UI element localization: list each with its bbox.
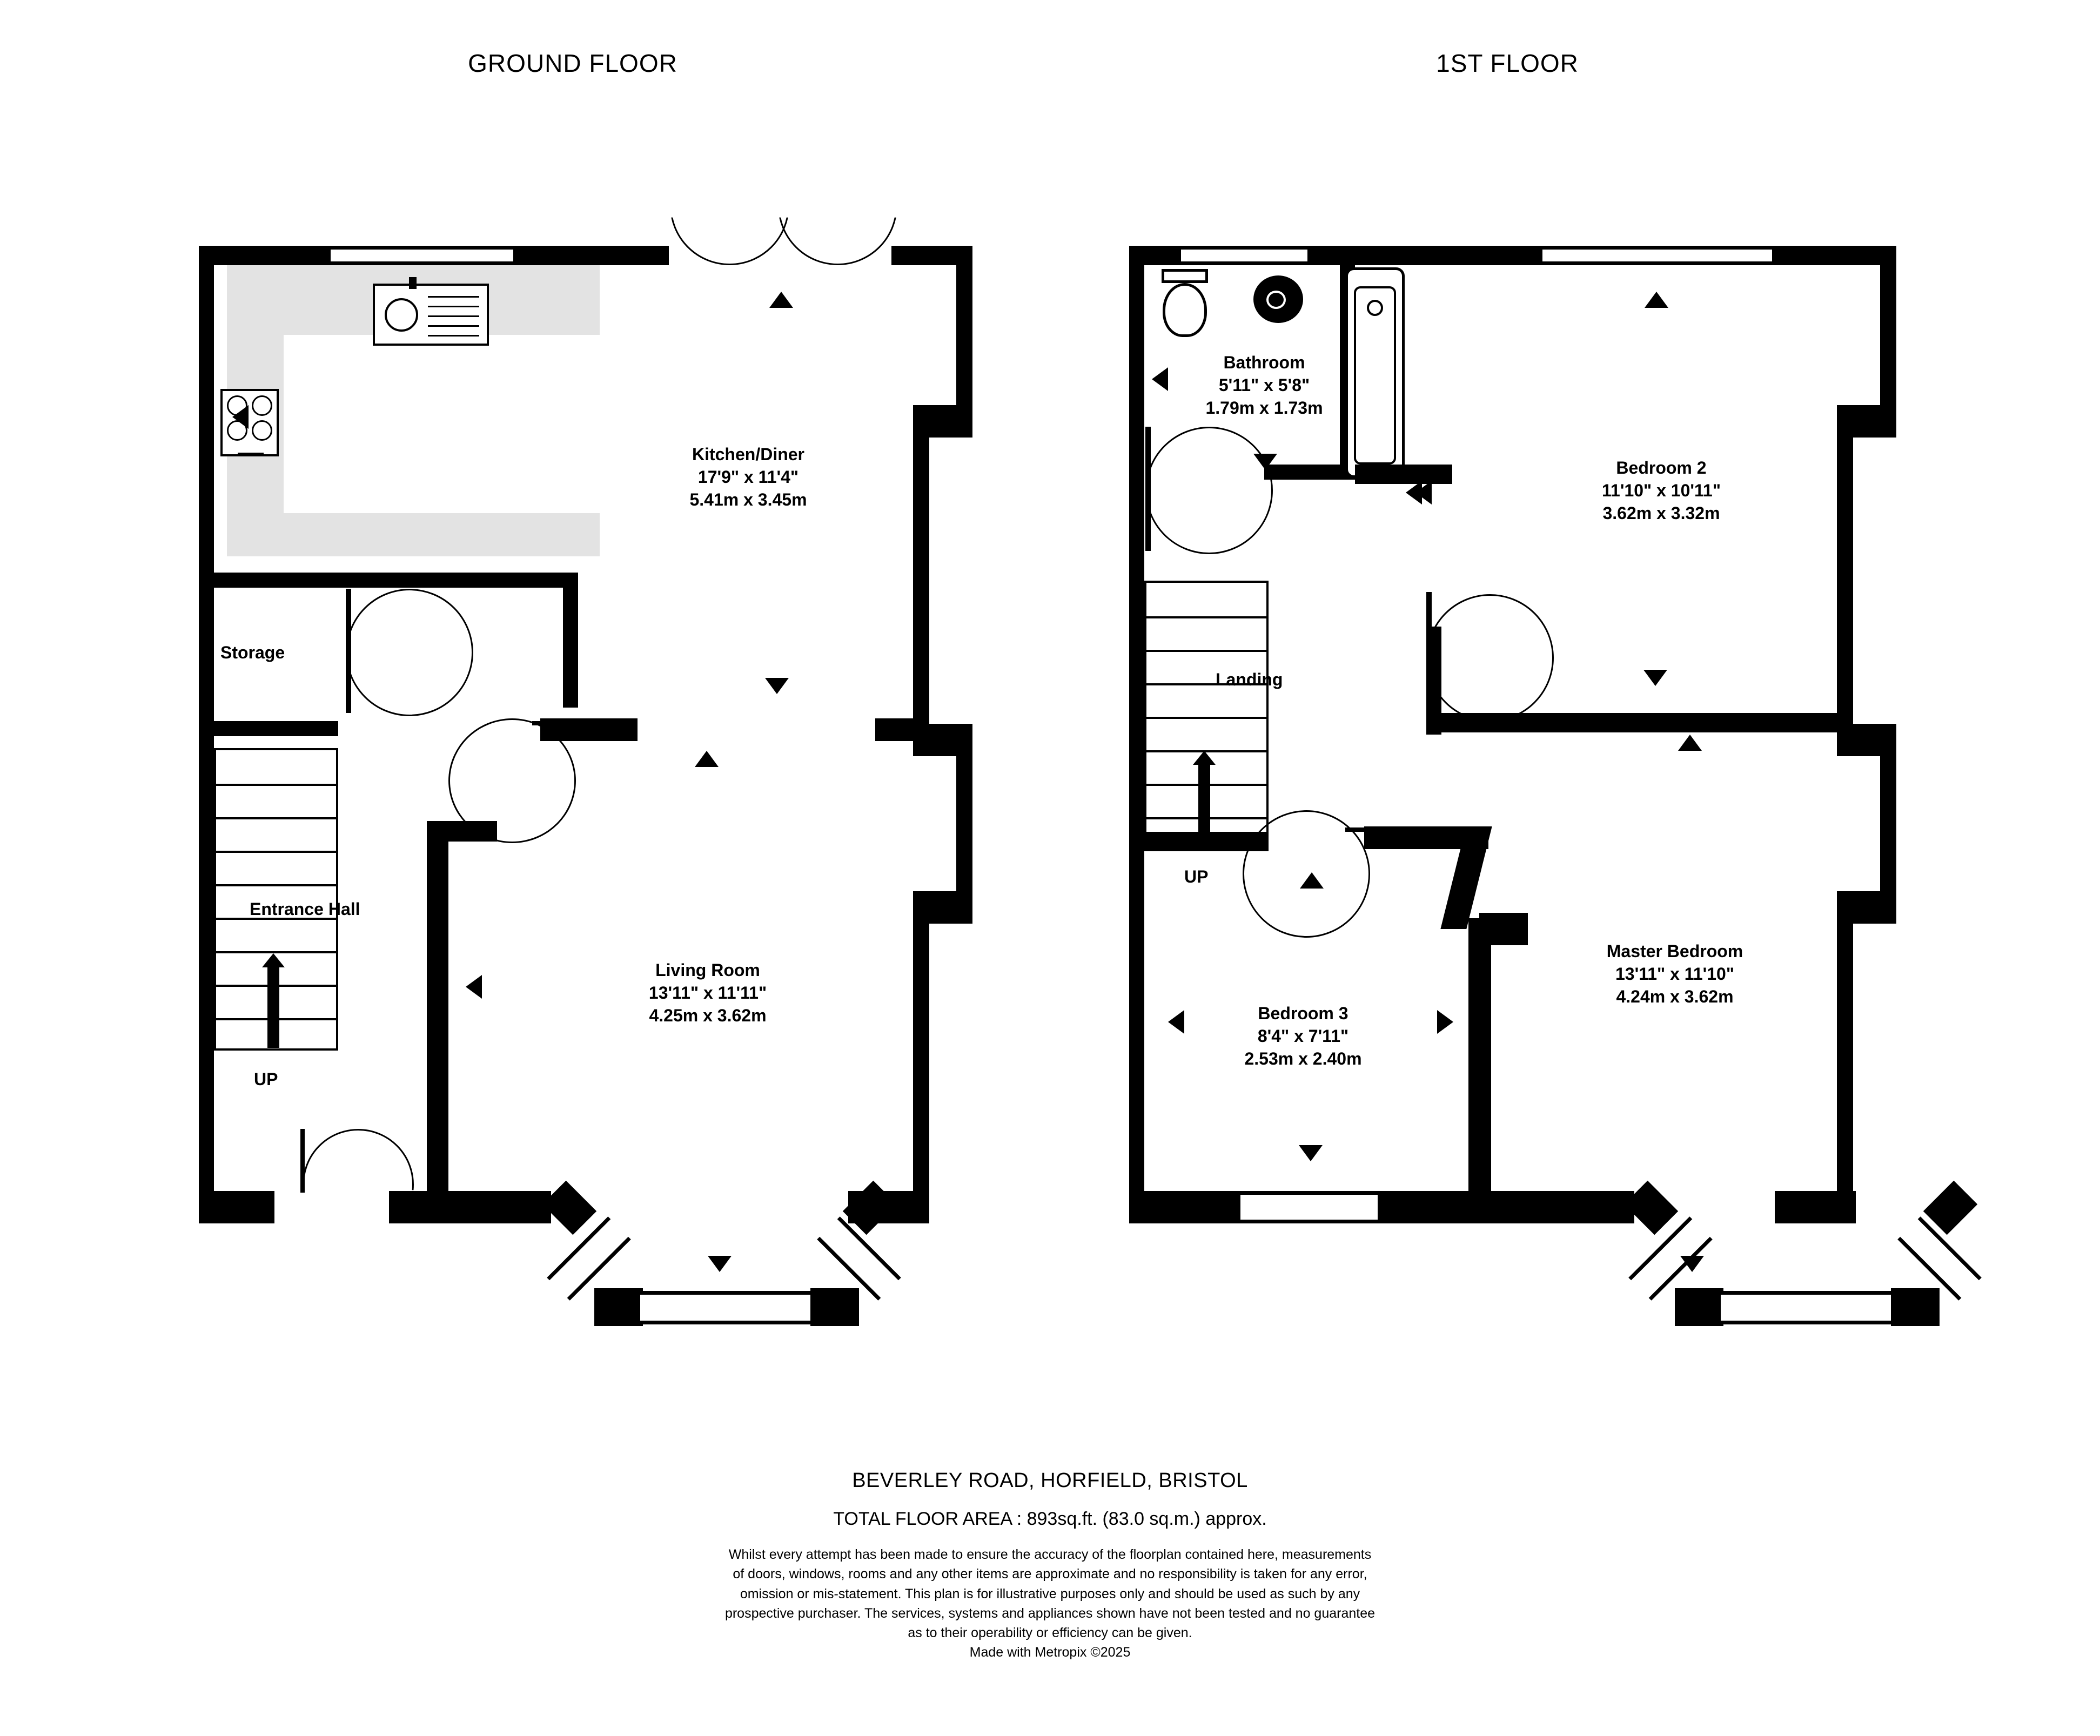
window-indicator-bedroom2-rear <box>1645 292 1668 308</box>
window-kitchen-rear <box>331 246 514 265</box>
room-dims-imperial: 8'4" x 7'11" <box>1257 1026 1349 1046</box>
floor-title-ground: GROUND FLOOR <box>468 49 677 77</box>
wall-landing-bathroom-nib <box>1355 465 1452 484</box>
total-floor-area: TOTAL FLOOR AREA : 893sq.ft. (83.0 sq.m.) approx. <box>833 1509 1267 1529</box>
wall-bay-corner-br-ground <box>810 1288 859 1326</box>
floor-title-first: 1ST FLOOR <box>1436 49 1579 77</box>
door-indicator-kitchen-rear <box>769 292 793 308</box>
label-storage: Storage <box>220 643 285 662</box>
disclaimer-line: Whilst every attempt has been made to ensure the accuracy of the floorplan contained here, measurements <box>728 1547 1372 1562</box>
wall-bay-corner-bl-first <box>1675 1288 1723 1326</box>
window-indicator-bedroom3 <box>1299 1145 1323 1161</box>
kitchen-drainer-line <box>428 306 479 307</box>
window-bathroom <box>1181 246 1311 265</box>
wall-bay-corner-bl-ground <box>594 1288 643 1326</box>
kitchen-sink-bowl <box>385 298 418 332</box>
door-arc-bathroom <box>1145 427 1273 554</box>
hob-indicator <box>232 405 249 429</box>
stair-tread <box>216 817 336 819</box>
room-dims-imperial: 11'10" x 10'11" <box>1602 481 1721 501</box>
room-name: Master Bedroom <box>1606 941 1743 961</box>
wall-first-right-b <box>1837 405 1853 729</box>
wall-ground-top-mid <box>513 246 583 265</box>
wall-first-bottom-left <box>1129 1191 1243 1223</box>
stair-tread <box>1146 717 1266 719</box>
room-dims-imperial: 17'9" x 11'4" <box>697 467 799 487</box>
kitchen-drainer-line <box>428 296 479 298</box>
wall-ground-right-c <box>956 724 972 897</box>
wall-bay-corner-gl-first <box>1624 1181 1678 1235</box>
footer <box>0 1469 2100 1660</box>
door-arc-bedroom2 <box>1426 594 1554 722</box>
door-indicator-living-hall <box>466 975 482 999</box>
wall-first-top-a <box>1129 246 1183 265</box>
stairs-direction-arrow-ground <box>267 967 279 1048</box>
room-name: Bedroom 2 <box>1616 458 1707 477</box>
room-name: Bedroom 3 <box>1258 1004 1348 1023</box>
wall-bay-corner-gr-first <box>1923 1181 1977 1235</box>
hob-ring <box>252 395 272 416</box>
bedroom3-dim-arrow-left <box>1168 1010 1184 1034</box>
room-dims-metric: 2.53m x 2.40m <box>1244 1049 1362 1069</box>
wall-kitchen-bottom <box>330 573 578 588</box>
wall-first-bottom-right <box>1775 1191 1856 1223</box>
room-label-master-bedroom <box>1607 940 1743 1008</box>
wall-master-nib <box>1479 913 1528 945</box>
stair-tread <box>1146 616 1266 618</box>
stairs-direction-arrowhead-first <box>1193 751 1216 765</box>
room-label-living-room <box>649 959 767 1027</box>
door-leaf-living <box>532 721 570 725</box>
kitchen-floor-cutout <box>284 335 640 513</box>
wall-ground-left <box>199 246 214 1223</box>
wall-ground-right-a <box>956 246 972 408</box>
wall-bay-corner-gr <box>843 1181 897 1235</box>
bathroom-dim-arrow-left <box>1152 367 1168 391</box>
stair-tread <box>216 851 336 853</box>
room-name: Kitchen/Diner <box>692 445 805 464</box>
kitchen-tap <box>409 277 417 289</box>
door-indicator-bathroom <box>1253 454 1277 470</box>
door-arc-front-entrance <box>303 1129 414 1240</box>
stair-tread <box>216 784 336 786</box>
room-dims-metric: 1.79m x 1.73m <box>1205 398 1323 418</box>
bedroom3-dim-arrow-right <box>1437 1010 1453 1034</box>
wall-first-bottom-mid <box>1378 1191 1475 1223</box>
room-dims-imperial: 5'11" x 5'8" <box>1218 375 1310 395</box>
wall-bay-corner-gl <box>542 1181 596 1235</box>
room-label-bedroom-2 <box>1602 456 1721 525</box>
room-name: Living Room <box>655 960 760 980</box>
wall-first-bottom-mid2 <box>1472 1191 1634 1223</box>
wall-bedroom2-bottom-right <box>1669 713 1848 732</box>
label-landing: Landing <box>1216 670 1283 689</box>
kitchen-drainer-line <box>428 335 479 337</box>
wall-ground-top-left <box>199 246 334 265</box>
door-leaf-storage <box>346 589 351 713</box>
door-leaf-bathroom <box>1145 427 1151 551</box>
wall-living-left <box>427 821 448 1199</box>
toilet-cistern <box>1162 269 1208 283</box>
oven-line <box>238 453 264 454</box>
wall-ground-right-d <box>913 891 929 1205</box>
wall-ground-right-b <box>913 405 929 729</box>
room-name: Bathroom <box>1223 353 1305 372</box>
door-arc-kitchen-right <box>778 146 897 265</box>
kitchen-drainer-line <box>428 315 479 317</box>
room-dims-metric: 5.41m x 3.45m <box>689 490 807 510</box>
door-indicator-hall-living <box>695 751 719 767</box>
disclaimer-line: prospective purchaser. The services, systems and appliances shown have not been tested and no guarantee <box>724 1605 1376 1621</box>
stairs-direction-arrowhead-ground <box>262 953 285 967</box>
door-leaf-bedroom2 <box>1426 592 1432 716</box>
wall-ground-top-door-jamb <box>582 246 669 265</box>
room-label-kitchen-diner <box>689 443 807 512</box>
label-entrance-hall: Entrance Hall <box>250 899 360 919</box>
door-indicator-bedroom2 <box>1415 481 1432 504</box>
wall-first-right-c <box>1880 724 1896 897</box>
kitchen-drainer-line <box>428 325 479 327</box>
wall-ground-bottom-mid <box>389 1191 551 1223</box>
label-up-ground: UP <box>254 1069 278 1089</box>
wall-ground-bottom-left <box>199 1191 274 1223</box>
room-label-bathroom <box>1205 351 1323 420</box>
door-arc-storage <box>346 589 473 716</box>
disclaimer-line: of doors, windows, rooms and any other items are approximate and no responsibility is taken for any error, <box>733 1566 1367 1582</box>
room-dims-metric: 3.62m x 3.32m <box>1602 503 1720 523</box>
room-dims-metric: 4.24m x 3.62m <box>1616 987 1734 1007</box>
wall-bay-corner-br-first <box>1891 1288 1940 1326</box>
door-indicator-master-north <box>1678 735 1702 751</box>
window-bay-front-first <box>1721 1291 1899 1324</box>
window-bedroom2-rear <box>1542 246 1775 265</box>
room-dims-metric: 4.25m x 3.62m <box>649 1006 767 1026</box>
door-arc-kitchen-left <box>670 146 789 265</box>
made-with-credit: Made with Metropix ©2025 <box>969 1645 1131 1660</box>
hob-ring <box>252 420 272 441</box>
stair-tread <box>1146 650 1266 652</box>
wall-first-top-c <box>1772 246 1896 265</box>
door-leaf-front-entrance <box>300 1129 305 1193</box>
wall-first-right-d <box>1837 891 1853 1205</box>
wall-first-left <box>1129 246 1144 1223</box>
door-indicator-bedroom3-entry <box>1300 872 1324 889</box>
door-indicator-kitchen-hall <box>765 678 789 694</box>
disclaimer-line: omission or mis-statement. This plan is for illustrative purposes only and should be used as such by any <box>740 1586 1360 1602</box>
window-bedroom3-front <box>1240 1191 1381 1223</box>
window-bay-front-ground <box>640 1291 818 1324</box>
stairs-direction-arrow-first <box>1198 764 1210 843</box>
room-dims-imperial: 13'11" x 11'10" <box>1615 964 1734 984</box>
door-leaf-bedroom3 <box>1345 827 1378 832</box>
wall-kitchen-right-return <box>563 573 578 708</box>
washbasin-bowl <box>1266 291 1286 309</box>
wall-bedroom3-right <box>1468 918 1491 1205</box>
wall-hall-kitchen-nib-right <box>875 718 929 741</box>
disclaimer <box>0 1545 2100 1643</box>
window-indicator-bay-ground <box>708 1256 732 1272</box>
room-label-bedroom-3 <box>1244 1002 1361 1071</box>
window-indicator-bay-first <box>1680 1256 1704 1272</box>
wall-storage-top <box>214 573 344 588</box>
label-up-first: UP <box>1184 867 1209 886</box>
property-address: BEVERLEY ROAD, HORFIELD, BRISTOL <box>852 1469 1248 1492</box>
wall-first-right-a <box>1880 246 1896 408</box>
bathtub-plug <box>1367 300 1383 316</box>
door-indicator-bedroom2-south <box>1643 670 1667 686</box>
door-arc-living <box>448 718 576 843</box>
disclaimer-line: as to their operability or efficiency can be given. <box>908 1625 1192 1640</box>
stair-tread <box>216 884 336 886</box>
wall-storage-bottom <box>214 721 338 736</box>
room-dims-imperial: 13'11" x 11'11" <box>648 983 767 1003</box>
toilet-bowl <box>1163 283 1207 337</box>
